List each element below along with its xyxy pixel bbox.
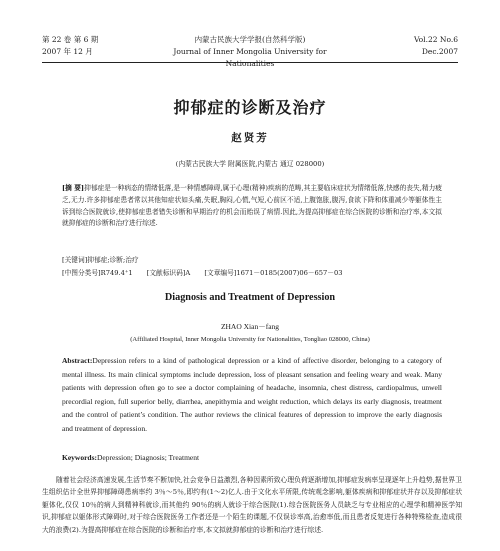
volume-issue-en: Vol.22 No.6 bbox=[413, 35, 458, 44]
class-number: [中图分类号]R749.4⁺1 bbox=[62, 269, 133, 277]
author-en: ZHAO Xian－fang bbox=[220, 322, 280, 331]
keywords-text-cn: 抑郁症;诊断;治疗 bbox=[87, 256, 139, 264]
journal-volume-issue bbox=[42, 34, 98, 58]
keywords-text-en: Depression; Diagnosis; Treatment bbox=[97, 453, 200, 462]
journal-name bbox=[150, 34, 350, 70]
keywords-en bbox=[62, 453, 199, 462]
volume-issue: 第 22 卷 第 6 期 bbox=[42, 35, 99, 44]
abstract-text-cn: 抑郁症是一种病态的情绪低落,是一种情感障碍,属于心理(精神)疾病的范畴,其主要临床症状为情绪低落,快感的丧失,精力疲乏,无力.许多抑郁症患者常以其他知症状如头痛,失眠,胸闷,心慌,气短,心前区不适,上腹饱胀,腹泻,食欲下降和体重减少等躯体性主诉到综合医院就诊,使抑郁症患者错失诊断和早期治疗的机会而贻误了病情.因此,为提高抑郁症在综合医院的诊断和治疗率,本文拟就抑郁症的诊断和治疗进行综述. bbox=[62, 184, 442, 228]
journal-name-en: Journal of Inner Mongolia University for Nationalities bbox=[173, 47, 327, 68]
publication-date: 2007 年 12 月 bbox=[42, 47, 93, 56]
body-paragraph: 随着社会经济高速发展,生活节奏不断加快,社会竞争日益激烈,各种因素所致心理负荷逐渐增加,抑郁症发病率呈现逐年上升趋势,据世界卫生组织估计全世界抑郁障碍患病率约 3％～5％,即约有(1～2)亿人.由于文化水平所限,传统观念影响,躯体疾病和抑郁症状并存以及抑郁症状躯体化,仅仅 10％的病人到精神科就诊,而其他约 90％的病人就诊于综合医院(1).综合医院医务人员缺乏与专业相应的心理学和精神医学知识,抑郁症以躯体形式障碍时,对于综合医院医务工作者还是一个陌生的课题,不仅误诊率高,治愈率低,而且患者反复进行各种特殊检查,造成很大的浪费(2).为提高抑郁症在综合医院的诊断和治疗率,本文拟就抑郁症的诊断和治疗进行综述. bbox=[42, 476, 462, 534]
author-cn: 赵贤芳 bbox=[231, 132, 269, 144]
paper-title-en: Diagnosis and Treatment of Depression bbox=[164, 292, 336, 303]
paper-title-cn: 抑郁症的诊断及治疗 bbox=[173, 98, 327, 117]
keywords-cn bbox=[62, 254, 139, 264]
classification-line bbox=[62, 267, 355, 277]
abstract-en bbox=[62, 354, 442, 435]
abstract-label-cn: [摘 要] bbox=[62, 184, 85, 192]
affiliation-en: (Affiliated Hospital, Inner Mongolia University for Nationalities, Tongliao 028000, China) bbox=[130, 336, 370, 343]
header-rule bbox=[42, 62, 458, 63]
abstract-text-en: Depression refers to a kind of pathological depression or a kind of affective disorder, belonging to a category of mental illness. Its main clinical symptoms include depression, loss of pleasant sensation and feeling weary and weak. Many patients with depression often go to see a doctor complaining of headache, insomnia, chest distress, cardiopalmus, unwell precordial region, full superior belly, diarrhea, anepithymia and weight reduction, which delays its early diagnosis, treatment and the control of patient’s condition. The author reviews the clinical features of depression to improve the early diagnosis and treatment of depression. bbox=[62, 356, 442, 433]
article-number: [文章编号]1671－0185(2007)06－657－03 bbox=[204, 269, 343, 277]
abstract-cn bbox=[62, 183, 442, 230]
abstract-label-en: Abstract: bbox=[62, 356, 93, 365]
publication-date-en: Dec.2007 bbox=[421, 47, 458, 56]
journal-name-cn: 内蒙古民族大学学报(自然科学版) bbox=[194, 35, 306, 44]
journal-volume-en bbox=[414, 34, 458, 58]
keywords-label-en: Keywords: bbox=[62, 453, 97, 462]
keywords-label-cn: [关键词] bbox=[62, 256, 88, 264]
document-code: [文献标识码]A bbox=[146, 269, 191, 277]
affiliation-cn: (内蒙古民族大学 附属医院,内蒙古 通辽 028000) bbox=[175, 160, 325, 168]
